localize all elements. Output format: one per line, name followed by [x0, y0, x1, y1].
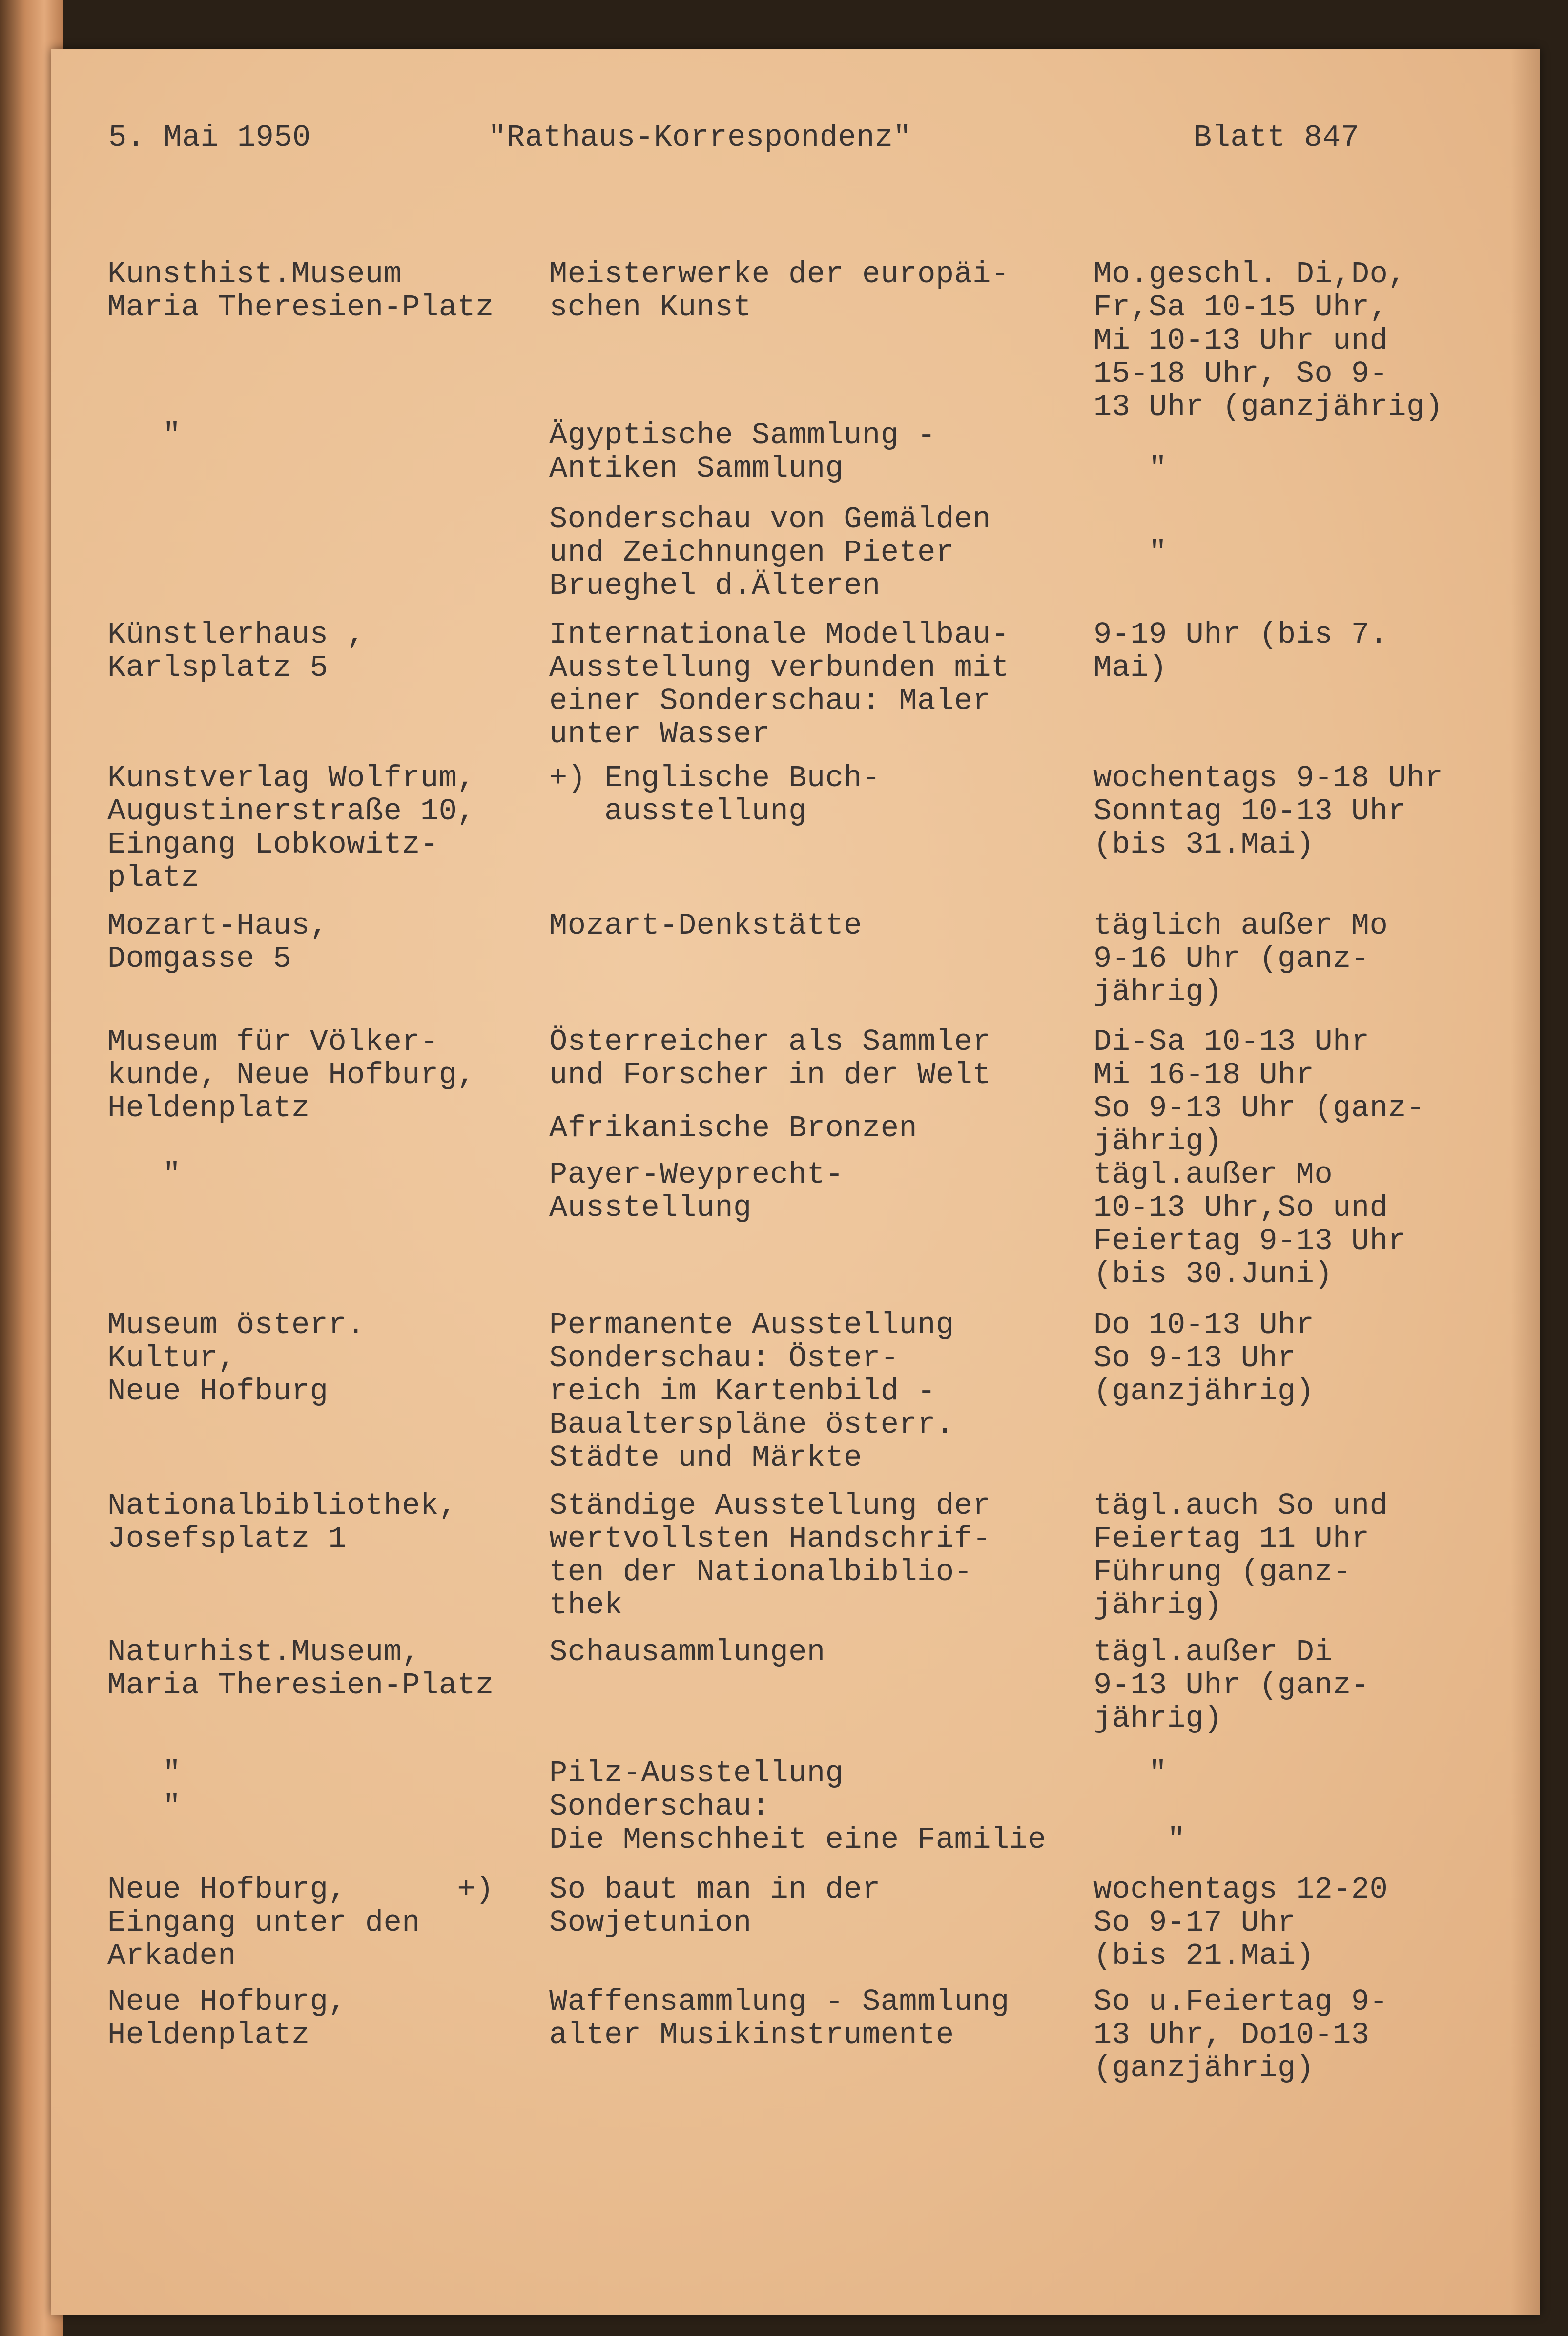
exhibit: So baut man in der Sowjetunion: [549, 1872, 881, 1940]
venue: ": [107, 1157, 181, 1192]
opening-hours: Mo.geschl. Di,Do, Fr,Sa 10-15 Uhr, Mi 10-13 Uhr und 15-18 Uhr, So 9- 13 Uhr (ganzjährig): [1093, 257, 1444, 424]
exhibit: Pilz-Ausstellung: [549, 1756, 844, 1791]
opening-hours: tägl.auch So und Feiertag 11 Uhr Führung (ganz- jährig): [1093, 1488, 1388, 1623]
opening-hours: täglich außer Mo 9-16 Uhr (ganz- jährig): [1093, 908, 1388, 1009]
header-publication-title: "Rathaus-Korrespondenz": [488, 120, 912, 155]
opening-hours: tägl.außer Di 9-13 Uhr (ganz- jährig): [1093, 1635, 1370, 1736]
opening-hours: ": [1093, 1756, 1167, 1791]
opening-hours: So u.Feiertag 9- 13 Uhr, Do10-13 (ganzjährig): [1093, 1984, 1388, 2086]
venue: ": [107, 418, 181, 453]
opening-hours: ": [1167, 1822, 1186, 1857]
header-date: 5. Mai 1950: [108, 120, 311, 155]
opening-hours: tägl.außer Mo 10-13 Uhr,So und Feiertag 9-13 Uhr (bis 30.Juni): [1093, 1157, 1407, 1292]
opening-hours: wochentags 9-18 Uhr Sonntag 10-13 Uhr (bis 31.Mai): [1093, 761, 1444, 862]
venue: Museum österr. Kultur, Neue Hofburg: [107, 1308, 365, 1409]
exhibit: Payer-Weyprecht- Ausstellung: [549, 1157, 844, 1225]
venue: Mozart-Haus, Domgasse 5: [107, 908, 329, 976]
exhibit: Internationale Modellbau- Ausstellung verbunden mit einer Sonderschau: Maler unter Wasser: [549, 617, 1010, 751]
venue: Kunstverlag Wolfrum, Augustinerstraße 10, Eingang Lobkowitz- platz: [107, 761, 476, 895]
exhibit: Österreicher als Sammler und Forscher in der Welt: [549, 1024, 991, 1092]
exhibit: Mozart-Denkstätte: [549, 908, 863, 943]
header-page-number: Blatt 847: [1194, 120, 1360, 155]
venue: Museum für Völker- kunde, Neue Hofburg, Heldenplatz: [107, 1024, 476, 1126]
venue: ": [107, 1789, 181, 1824]
venue: Nationalbibliothek, Josefsplatz 1: [107, 1488, 457, 1556]
opening-hours: ": [1149, 451, 1167, 486]
exhibit: Meisterwerke der europäi- schen Kunst: [549, 257, 1010, 325]
opening-hours: 9-19 Uhr (bis 7. Mai): [1093, 617, 1388, 685]
exhibit: Ständige Ausstellung der wertvollsten Handschrif- ten der Nationalbiblio- thek: [549, 1488, 991, 1623]
exhibit: +) Englische Buch- ausstellung: [549, 761, 881, 829]
exhibit: Sonderschau: Die Menschheit eine Familie: [549, 1789, 1047, 1857]
opening-hours: Di-Sa 10-13 Uhr Mi 16-18 Uhr So 9-13 Uhr (ganz- jährig): [1093, 1024, 1425, 1159]
opening-hours: wochentags 12-20 So 9-17 Uhr (bis 21.Mai): [1093, 1872, 1388, 1973]
venue: Naturhist.Museum, Maria Theresien-Platz: [107, 1635, 494, 1703]
opening-hours: ": [1149, 535, 1167, 570]
venue: Neue Hofburg, Heldenplatz: [107, 1984, 347, 2052]
exhibit: Permanente Ausstellung Sonderschau: Öster- reich im Kartenbild - Baualterspläne österr. Städte und Märkte: [549, 1308, 954, 1475]
venue: Neue Hofburg, +) Eingang unter den Arkaden: [107, 1872, 494, 1973]
venue: Kunsthist.Museum Maria Theresien-Platz: [107, 257, 494, 325]
exhibit: Ägyptische Sammlung - Antiken Sammlung: [549, 418, 936, 486]
exhibit: Waffensammlung - Sammlung alter Musikinstrumente: [549, 1984, 1010, 2052]
venue: ": [107, 1756, 181, 1791]
exhibit: Schausammlungen: [549, 1635, 825, 1669]
opening-hours: Do 10-13 Uhr So 9-13 Uhr (ganzjährig): [1093, 1308, 1315, 1409]
sheet-edge-shadow: [1511, 49, 1540, 2315]
venue: Künstlerhaus , Karlsplatz 5: [107, 617, 365, 685]
exhibit: Sonderschau von Gemälden und Zeichnungen Pieter Brueghel d.Älteren: [549, 502, 991, 603]
exhibit: Afrikanische Bronzen: [549, 1111, 918, 1146]
